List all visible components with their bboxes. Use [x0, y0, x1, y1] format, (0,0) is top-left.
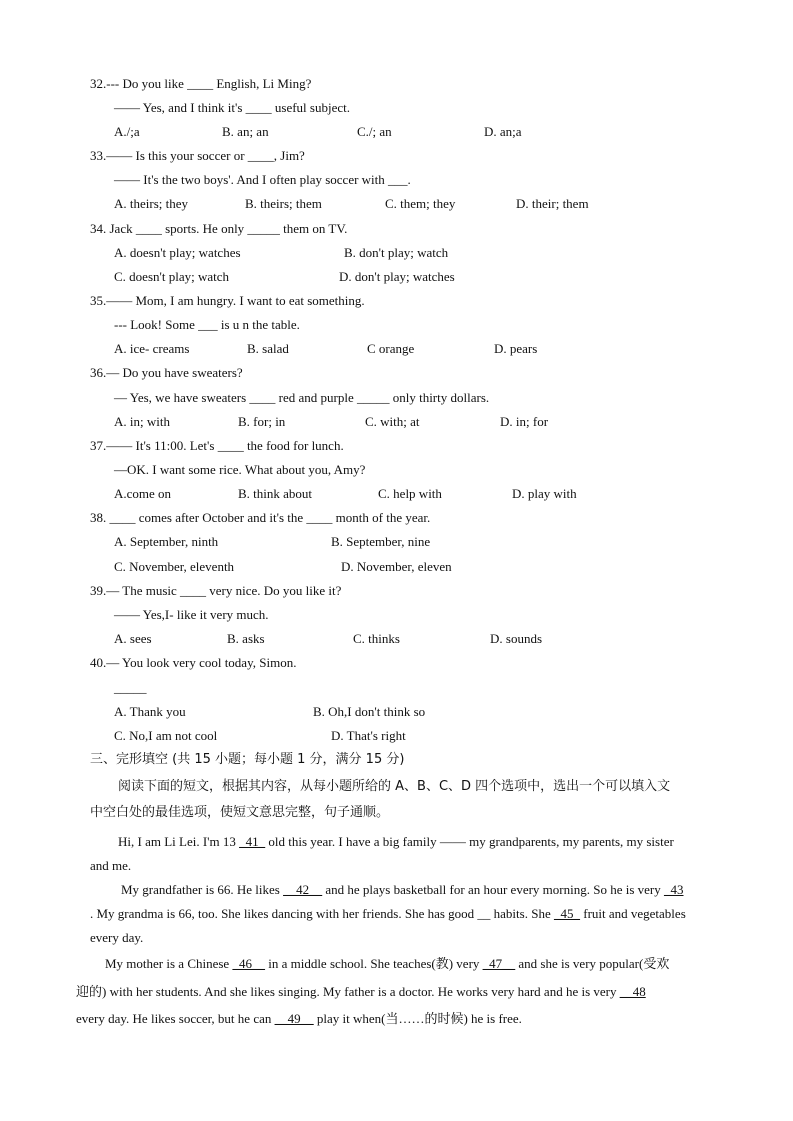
question-line: —— It's the two boys'. And I often play soccer with ___.: [114, 172, 411, 187]
question-36: [90, 365, 243, 381]
blank-45: _45_: [553, 906, 580, 921]
passage-text: and she is very popular(受欢: [515, 956, 670, 971]
passage-line: [90, 906, 686, 922]
blank-46: _46__: [232, 956, 265, 971]
passage-text: play it when(当……的时候) he is free.: [313, 1011, 522, 1026]
blank-43: _43: [664, 882, 684, 897]
option-b: B. an; an: [222, 124, 269, 139]
option-b: B. salad: [247, 341, 289, 356]
passage-text: . My grandma is 66, too. She likes dancing with her friends. She has good __ habits. She: [90, 906, 554, 921]
option-b: B. for; in: [238, 414, 286, 429]
question-number: 34.: [90, 221, 107, 236]
option-d: D. play with: [512, 486, 577, 501]
question-line: — Yes, we have sweaters ____ red and purple _____ only thirty dollars.: [114, 390, 490, 405]
option-d: D. don't play; watches: [339, 269, 455, 284]
question-number: 36.: [90, 365, 107, 380]
passage-line: [105, 956, 669, 972]
question-line: —— Yes, and I think it's ____ useful subject.: [114, 100, 350, 115]
passage-line: [76, 984, 646, 1000]
question-line: —— Is this your soccer or ____, Jim?: [106, 148, 305, 163]
blank-48: __48: [619, 984, 646, 999]
question-line: — The music ____ very nice. Do you like it?: [106, 583, 342, 598]
passage-text: My mother is a Chinese: [105, 956, 233, 971]
question-34: [90, 221, 347, 237]
option-a: A.come on: [114, 486, 172, 501]
option-d: D. an;a: [484, 124, 522, 139]
question-line: --- Look! Some ___ is u n the table.: [114, 317, 300, 332]
question-line: — You look very cool today, Simon.: [106, 655, 297, 670]
option-a: A. ice- creams: [114, 341, 190, 356]
blank-42: __42__: [283, 882, 323, 897]
option-c: C./; an: [357, 124, 392, 139]
question-number: 32.: [90, 76, 107, 91]
blank-49: __49__: [274, 1011, 314, 1026]
question-number: 35.: [90, 293, 107, 308]
question-line: —— Yes,I- like it very much.: [114, 607, 269, 622]
answer-blank: _____: [114, 680, 147, 695]
option-c: C. doesn't play; watch: [114, 269, 229, 284]
option-a: A. sees: [114, 631, 152, 646]
passage-text: fruit and vegetables: [579, 906, 686, 921]
question-number: 38.: [90, 510, 107, 525]
question-line: —OK. I want some rice. What about you, Amy?: [114, 462, 366, 477]
option-c: C. them; they: [385, 196, 456, 211]
question-number: 39.: [90, 583, 107, 598]
option-c: C. help with: [378, 486, 442, 501]
passage-text: old this year. I have a big family —— my grandparents, my parents, my sister: [265, 834, 674, 849]
option-b: B. think about: [238, 486, 313, 501]
option-b: B. Oh,I don't think so: [313, 704, 426, 719]
option-a: A. in; with: [114, 414, 170, 429]
option-d: D. in; for: [500, 414, 549, 429]
option-a: A. Thank you: [114, 704, 186, 719]
passage-line: every day.: [90, 930, 144, 945]
question-33: [90, 148, 305, 164]
question-number: 33.: [90, 148, 107, 163]
blank-47: _47__: [482, 956, 516, 971]
option-a: A. theirs; they: [114, 196, 189, 211]
question-line: — Do you have sweaters?: [106, 365, 243, 380]
question-line: ____ comes after October and it's the ____ month of the year.: [109, 510, 431, 525]
option-c: C orange: [367, 341, 415, 356]
option-d: D. pears: [494, 341, 538, 356]
blank-41: _41_: [239, 834, 266, 849]
passage-line: [121, 882, 684, 898]
section-instruction: 中空白处的最佳选项，使短文意思完整，句子通顺。: [90, 805, 390, 820]
option-b: B. don't play; watch: [344, 245, 449, 260]
option-d: D. November, eleven: [341, 559, 452, 574]
question-32: [90, 76, 311, 92]
question-number: 37.: [90, 438, 107, 453]
question-39: [90, 583, 341, 599]
passage-text: every day. He likes soccer, but he can: [76, 1011, 275, 1026]
question-40: [90, 655, 296, 671]
question-35: [90, 293, 365, 309]
question-line: Jack ____ sports. He only _____ them on TV.: [109, 221, 348, 236]
option-d: D. sounds: [490, 631, 543, 646]
option-c: C. thinks: [353, 631, 400, 646]
option-d: D. That's right: [331, 728, 406, 743]
question-line: --- Do you like ____ English, Li Ming?: [106, 76, 312, 91]
section-instruction: 阅读下面的短文，根据其内容，从每小题所给的 A、B、C、D 四个选项中，选出一个可以填入文: [118, 779, 671, 794]
option-a: A. doesn't play; watches: [114, 245, 241, 260]
option-c: C. November, eleventh: [114, 559, 235, 574]
option-b: B. asks: [227, 631, 265, 646]
passage-line: and me.: [90, 858, 132, 873]
option-b: B. theirs; them: [245, 196, 322, 211]
option-c: C. No,I am not cool: [114, 728, 218, 743]
option-c: C. with; at: [365, 414, 420, 429]
option-a: A. September, ninth: [114, 534, 219, 549]
passage-text: My grandfather is 66. He likes: [121, 882, 284, 897]
passage-line: [118, 834, 674, 850]
question-line: —— Mom, I am hungry. I want to eat something.: [106, 293, 365, 308]
question-number: 40.: [90, 655, 107, 670]
question-line: —— It's 11:00. Let's ____ the food for lunch.: [106, 438, 344, 453]
passage-text: in a middle school. She teaches(教) very: [264, 956, 483, 971]
section-title: 三、完形填空 (共 15 小题；每小题 1 分，满分 15 分): [90, 752, 405, 767]
passage-text: and he plays basketball for an hour every morning. So he is very: [322, 882, 664, 897]
option-d: D. their; them: [516, 196, 589, 211]
passage-line: [76, 1011, 522, 1027]
passage-text: Hi, I am Li Lei. I'm 13: [118, 834, 240, 849]
option-a: A./;a: [114, 124, 140, 139]
option-b: B. September, nine: [331, 534, 431, 549]
question-38: [90, 510, 430, 526]
question-37: [90, 438, 344, 454]
passage-text: 迎的) with her students. And she likes singing. My father is a doctor. He works very hard and he is very: [76, 984, 620, 999]
